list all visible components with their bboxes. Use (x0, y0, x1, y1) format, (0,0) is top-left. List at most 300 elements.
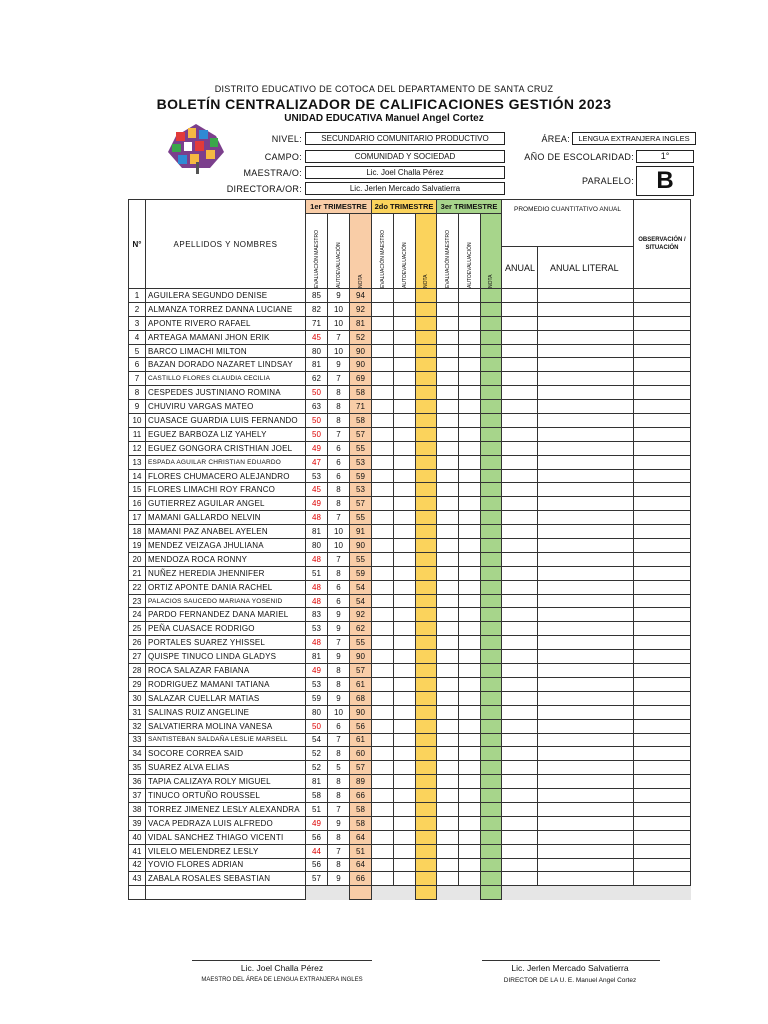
empty-cell (538, 525, 634, 539)
eval-score: 80 (306, 705, 328, 719)
empty-cell (394, 691, 416, 705)
empty-cell (372, 747, 394, 761)
empty-cell (437, 372, 459, 386)
student-name: QUISPE TINUCO LINDA GLADYS (146, 650, 306, 664)
empty-cell (437, 330, 459, 344)
empty-cell (538, 747, 634, 761)
empty-cell (481, 455, 502, 469)
col-name-header: APELLIDOS Y NOMBRES (146, 200, 306, 289)
empty-cell (459, 844, 481, 858)
col-number-header: N° (129, 200, 146, 289)
empty-cell (437, 608, 459, 622)
empty-cell (416, 775, 437, 789)
autoeval-score: 8 (328, 789, 350, 803)
area-field: LENGUA EXTRANJERA INGLES (572, 132, 696, 145)
eval-score: 53 (306, 677, 328, 691)
row-number: 17 (129, 511, 146, 525)
empty-cell (538, 372, 634, 386)
empty-cell (416, 747, 437, 761)
empty-cell (372, 344, 394, 358)
autoeval-score: 7 (328, 733, 350, 747)
empty-cell (481, 650, 502, 664)
empty-cell (416, 719, 437, 733)
autoeval-score: 10 (328, 316, 350, 330)
empty-cell (372, 789, 394, 803)
empty-cell (394, 566, 416, 580)
empty-cell (394, 705, 416, 719)
empty-cell (372, 664, 394, 678)
empty-cell (372, 594, 394, 608)
row-number: 22 (129, 580, 146, 594)
eval-score: 85 (306, 289, 328, 303)
empty-cell (437, 872, 459, 886)
eval-score: 49 (306, 497, 328, 511)
row-number: 43 (129, 872, 146, 886)
table-row (129, 802, 691, 816)
empty-cell (502, 677, 538, 691)
empty-cell (634, 816, 691, 830)
empty-cell (394, 455, 416, 469)
row-number: 31 (129, 705, 146, 719)
empty-cell (394, 469, 416, 483)
empty-cell (437, 802, 459, 816)
row-number: 27 (129, 650, 146, 664)
table-row (129, 844, 691, 858)
student-name: ARTEAGA MAMANI JHON ERIK (146, 330, 306, 344)
campo-label: CAMPO: (264, 152, 302, 162)
eval-score: 80 (306, 344, 328, 358)
table-row (129, 302, 691, 316)
empty-cell (416, 886, 437, 900)
empty-cell (459, 386, 481, 400)
table-row (129, 539, 691, 553)
table-row (129, 594, 691, 608)
empty-cell (350, 886, 372, 900)
paralelo-label: PARALELO: (581, 176, 634, 186)
nivel-field: SECUNDARIO COMUNITARIO PRODUCTIVO (305, 132, 505, 145)
empty-cell (459, 511, 481, 525)
empty-cell (394, 858, 416, 872)
student-name: SANTISTEBAN SALDAÑA LESLIE MARSELL (146, 733, 306, 747)
empty-cell (416, 761, 437, 775)
empty-cell (459, 886, 481, 900)
row-number: 9 (129, 400, 146, 414)
eval-score: 47 (306, 455, 328, 469)
row-number: 4 (129, 330, 146, 344)
table-row (129, 414, 691, 428)
empty-cell (634, 414, 691, 428)
table-row (129, 497, 691, 511)
empty-cell (372, 372, 394, 386)
empty-cell (538, 636, 634, 650)
empty-cell (459, 594, 481, 608)
sub-auto-3: AUTOEVALUACIÓN (466, 242, 473, 288)
empty-cell (634, 386, 691, 400)
empty-cell (481, 358, 502, 372)
trimester-grade: 54 (350, 594, 372, 608)
empty-cell (538, 608, 634, 622)
empty-cell (502, 580, 538, 594)
empty-cell (437, 719, 459, 733)
empty-cell (459, 455, 481, 469)
table-row (129, 733, 691, 747)
empty-cell (481, 858, 502, 872)
trimester-grade: 53 (350, 455, 372, 469)
trimester-grade: 66 (350, 872, 372, 886)
autoeval-score: 7 (328, 844, 350, 858)
table-row (129, 636, 691, 650)
autoeval-score: 5 (328, 761, 350, 775)
trimester-grade: 68 (350, 691, 372, 705)
empty-cell (437, 497, 459, 511)
empty-cell (416, 594, 437, 608)
empty-cell (502, 427, 538, 441)
table-row (129, 650, 691, 664)
trimester-grade: 91 (350, 525, 372, 539)
empty-cell (481, 733, 502, 747)
empty-cell (459, 816, 481, 830)
empty-cell (372, 691, 394, 705)
empty-cell (459, 302, 481, 316)
empty-cell (481, 552, 502, 566)
empty-cell (372, 719, 394, 733)
trimester-grade: 61 (350, 733, 372, 747)
empty-cell (481, 677, 502, 691)
autoeval-score: 6 (328, 594, 350, 608)
maestro-field: Lic. Joel Challa Pérez (305, 166, 505, 179)
empty-cell (394, 330, 416, 344)
trimester-grade: 62 (350, 622, 372, 636)
table-row (129, 691, 691, 705)
eval-score: 49 (306, 816, 328, 830)
empty-cell (481, 483, 502, 497)
row-number: 23 (129, 594, 146, 608)
student-name: PARDO FERNANDEZ DANA MARIEL (146, 608, 306, 622)
eval-score: 81 (306, 525, 328, 539)
empty-cell (538, 844, 634, 858)
empty-cell (416, 705, 437, 719)
empty-cell (634, 358, 691, 372)
empty-cell (416, 650, 437, 664)
empty-cell (538, 330, 634, 344)
trimester-grade: 55 (350, 511, 372, 525)
empty-cell (394, 802, 416, 816)
empty-cell (502, 372, 538, 386)
teacher-signature-role: MAESTRO DEL ÁREA DE LENGUA EXTRANJERA INGLES (201, 977, 363, 983)
empty-cell (481, 427, 502, 441)
empty-cell (634, 580, 691, 594)
empty-cell (634, 539, 691, 553)
empty-cell (481, 705, 502, 719)
table-row (129, 580, 691, 594)
empty-cell (502, 761, 538, 775)
sub-eval-3: EVALUACIÓN MAESTRO (444, 230, 451, 288)
empty-cell (416, 302, 437, 316)
empty-cell (538, 566, 634, 580)
empty-cell (372, 886, 394, 900)
student-name: CHUVIRU VARGAS MATEO (146, 400, 306, 414)
student-name: ROCA SALAZAR FABIANA (146, 664, 306, 678)
eval-score: 49 (306, 664, 328, 678)
autoeval-score: 7 (328, 427, 350, 441)
empty-cell (394, 636, 416, 650)
empty-cell (481, 608, 502, 622)
student-name: FLORES CHUMACERO ALEJANDRO (146, 469, 306, 483)
empty-cell (481, 539, 502, 553)
sub-auto-1: AUTOEVALUACIÓN (335, 242, 342, 288)
empty-cell (394, 511, 416, 525)
empty-cell (634, 858, 691, 872)
student-name: SUAREZ ALVA ELIAS (146, 761, 306, 775)
empty-cell (394, 525, 416, 539)
trimester-grade: 57 (350, 497, 372, 511)
empty-cell (416, 469, 437, 483)
row-number: 38 (129, 802, 146, 816)
empty-cell (437, 886, 459, 900)
empty-cell (416, 441, 437, 455)
trimester-grade: 90 (350, 344, 372, 358)
empty-cell (481, 844, 502, 858)
student-name: TINUCO ORTUÑO ROUSSEL (146, 789, 306, 803)
empty-cell (481, 441, 502, 455)
student-name: FLORES LIMACHI ROY FRANCO (146, 483, 306, 497)
empty-cell (416, 497, 437, 511)
eval-score: 51 (306, 566, 328, 580)
empty-cell (372, 386, 394, 400)
empty-cell (634, 441, 691, 455)
autoeval-score: 10 (328, 344, 350, 358)
eval-score: 83 (306, 608, 328, 622)
autoeval-score: 7 (328, 330, 350, 344)
empty-cell (416, 636, 437, 650)
student-name: TORREZ JIMENEZ LESLY ALEXANDRA (146, 802, 306, 816)
student-name: BARCO LIMACHI MILTON (146, 344, 306, 358)
trimester-grade: 89 (350, 775, 372, 789)
page-title: BOLETÍN CENTRALIZADOR DE CALIFICACIONES GESTIÓN 2023 (156, 96, 612, 112)
trimester-grade: 55 (350, 441, 372, 455)
empty-cell (437, 344, 459, 358)
student-name: RODRIGUEZ MAMANI TATIANA (146, 677, 306, 691)
empty-cell (459, 330, 481, 344)
autoeval-score: 8 (328, 664, 350, 678)
empty-cell (459, 372, 481, 386)
eval-score: 81 (306, 775, 328, 789)
eval-score: 59 (306, 691, 328, 705)
table-row (129, 455, 691, 469)
empty-cell (634, 497, 691, 511)
empty-cell (437, 580, 459, 594)
row-number: 7 (129, 372, 146, 386)
empty-cell (502, 441, 538, 455)
row-number: 20 (129, 552, 146, 566)
empty-cell (416, 872, 437, 886)
empty-cell (437, 650, 459, 664)
empty-cell (129, 886, 146, 900)
empty-cell (481, 344, 502, 358)
empty-cell (416, 816, 437, 830)
empty-cell (459, 580, 481, 594)
autoeval-score: 7 (328, 636, 350, 650)
empty-cell (416, 344, 437, 358)
empty-cell (538, 622, 634, 636)
empty-cell (372, 566, 394, 580)
trimester-grade: 56 (350, 719, 372, 733)
eval-score: 63 (306, 400, 328, 414)
empty-cell (481, 747, 502, 761)
empty-cell (459, 705, 481, 719)
empty-cell (437, 830, 459, 844)
eval-score: 45 (306, 483, 328, 497)
empty-cell (437, 525, 459, 539)
empty-cell (538, 539, 634, 553)
row-number: 13 (129, 455, 146, 469)
trimester-grade: 90 (350, 650, 372, 664)
empty-cell (372, 775, 394, 789)
empty-cell (372, 677, 394, 691)
empty-cell (481, 330, 502, 344)
empty-cell (634, 566, 691, 580)
empty-cell (146, 886, 306, 900)
empty-cell (502, 525, 538, 539)
empty-cell (459, 539, 481, 553)
eval-score: 54 (306, 733, 328, 747)
promedio-header: PROMEDIO CUANTITATIVO ANUAL (502, 200, 634, 247)
row-number: 34 (129, 747, 146, 761)
empty-cell (372, 761, 394, 775)
trimester-grade: 57 (350, 761, 372, 775)
empty-cell (437, 691, 459, 705)
empty-cell (416, 733, 437, 747)
empty-cell (394, 427, 416, 441)
empty-cell (538, 414, 634, 428)
empty-cell (634, 469, 691, 483)
empty-cell (502, 497, 538, 511)
autoeval-score: 10 (328, 539, 350, 553)
empty-cell (459, 427, 481, 441)
autoeval-score: 10 (328, 302, 350, 316)
empty-cell (437, 566, 459, 580)
empty-cell (634, 455, 691, 469)
empty-cell (372, 400, 394, 414)
empty-cell (437, 789, 459, 803)
empty-cell (437, 511, 459, 525)
teacher-signature-name: Lic. Joel Challa Pérez (240, 963, 324, 973)
empty-cell (481, 302, 502, 316)
eval-score: 48 (306, 511, 328, 525)
autoeval-score: 9 (328, 650, 350, 664)
empty-cell (459, 650, 481, 664)
table-row (129, 705, 691, 719)
trimester-grade: 58 (350, 816, 372, 830)
empty-cell (416, 552, 437, 566)
empty-cell (394, 886, 416, 900)
empty-cell (502, 400, 538, 414)
empty-cell (634, 594, 691, 608)
trimester-grade: 61 (350, 677, 372, 691)
empty-cell (459, 316, 481, 330)
empty-cell (459, 789, 481, 803)
empty-cell (502, 386, 538, 400)
trimester-grade: 59 (350, 566, 372, 580)
empty-cell (538, 761, 634, 775)
empty-cell (372, 455, 394, 469)
eval-score: 57 (306, 872, 328, 886)
empty-cell (416, 789, 437, 803)
trimester-grade: 66 (350, 789, 372, 803)
autoeval-score: 6 (328, 719, 350, 733)
empty-cell (634, 886, 691, 900)
empty-cell (372, 705, 394, 719)
empty-cell (502, 650, 538, 664)
eval-score: 80 (306, 539, 328, 553)
empty-cell (502, 539, 538, 553)
eval-score: 52 (306, 747, 328, 761)
student-name: ORTIZ APONTE DANIA RACHEL (146, 580, 306, 594)
student-name: PEÑA CUASACE RODRIGO (146, 622, 306, 636)
empty-cell (416, 316, 437, 330)
row-number: 26 (129, 636, 146, 650)
empty-cell (634, 511, 691, 525)
row-number: 14 (129, 469, 146, 483)
empty-cell (416, 386, 437, 400)
empty-cell (372, 469, 394, 483)
empty-cell (394, 664, 416, 678)
empty-cell (538, 427, 634, 441)
empty-cell (634, 830, 691, 844)
empty-cell (416, 455, 437, 469)
trimester-grade: 59 (350, 469, 372, 483)
table-row (129, 552, 691, 566)
empty-cell (538, 483, 634, 497)
empty-cell (459, 552, 481, 566)
empty-cell (459, 608, 481, 622)
empty-cell (634, 733, 691, 747)
empty-cell (372, 414, 394, 428)
autoeval-score: 8 (328, 830, 350, 844)
empty-cell (634, 872, 691, 886)
empty-cell (481, 594, 502, 608)
empty-cell (538, 775, 634, 789)
empty-cell (394, 441, 416, 455)
trimester-grade: 55 (350, 636, 372, 650)
autoeval-score: 9 (328, 622, 350, 636)
empty-cell (459, 344, 481, 358)
trimester-grade: 92 (350, 608, 372, 622)
empty-cell (437, 358, 459, 372)
eval-score: 82 (306, 302, 328, 316)
row-number: 5 (129, 344, 146, 358)
trimester-grade: 90 (350, 705, 372, 719)
empty-cell (437, 483, 459, 497)
student-name: VIDAL SANCHEZ THIAGO VICENTI (146, 830, 306, 844)
row-number: 6 (129, 358, 146, 372)
row-number: 8 (129, 386, 146, 400)
empty-cell (538, 719, 634, 733)
eval-score: 51 (306, 802, 328, 816)
row-number: 24 (129, 608, 146, 622)
sub-nota-2: NOTA (423, 274, 429, 288)
empty-cell (634, 427, 691, 441)
empty-cell (538, 511, 634, 525)
empty-cell (459, 525, 481, 539)
table-row (129, 316, 691, 330)
empty-cell (372, 525, 394, 539)
autoeval-score: 9 (328, 289, 350, 303)
empty-cell (502, 622, 538, 636)
table-row (129, 789, 691, 803)
row-number: 42 (129, 858, 146, 872)
table-row (129, 289, 691, 303)
